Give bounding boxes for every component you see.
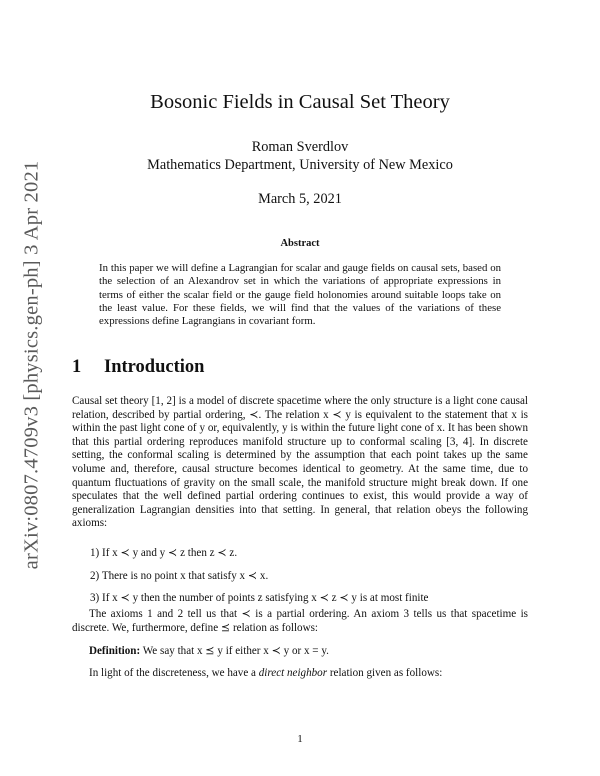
axiom-item: 2) There is no point x that satisfy x ≺ x. bbox=[90, 570, 269, 582]
abstract-heading: Abstract bbox=[280, 238, 320, 249]
definition bbox=[89, 644, 329, 657]
abstract-text: In this paper we will define a Lagrangian for scalar and gauge fields on causal sets, based on the selection of an Alexandrov set in which the variations of appropriate expressions in terms of either the scalar field or the gauge field holonomies around suitable loops take on the least value. For these fields, we will find that the values of the variations of these expressions define Lagrangians in covariant form. bbox=[99, 262, 501, 328]
section-heading bbox=[72, 357, 204, 378]
page-number: 1 bbox=[297, 733, 303, 745]
paragraph-3-tail: relation given as follows: bbox=[327, 667, 443, 679]
intro-paragraph-2: The axioms 1 and 2 tell us that ≺ is a partial ordering. An axiom 3 tells us that spacetime is discrete. We, furthermore, define ⪯ relation as follows: bbox=[72, 608, 528, 634]
definition-text: We say that x ⪯ y if either x ≺ y or x = y. bbox=[140, 645, 329, 657]
paper-title: Bosonic Fields in Causal Set Theory bbox=[150, 91, 450, 113]
axiom-item: 1) If x ≺ y and y ≺ z then z ≺ z. bbox=[90, 547, 238, 559]
axiom-item: 3) If x ≺ y then the number of points z satisfying x ≺ z ≺ y is at most finite bbox=[90, 592, 429, 604]
section-title: Introduction bbox=[104, 357, 205, 377]
author-affiliation: Mathematics Department, University of New Mexico bbox=[147, 157, 453, 173]
paragraph-3-lead: In light of the discreteness, we have a bbox=[89, 667, 259, 679]
direct-neighbor-term: direct neighbor bbox=[258, 667, 328, 679]
arxiv-identifier: arXiv:0807.4709v3 [physics.gen-ph] 3 Apr 2021 bbox=[20, 160, 43, 570]
section-number: 1 bbox=[72, 357, 82, 377]
author-name: Roman Sverdlov bbox=[251, 139, 349, 155]
intro-paragraph-1: Causal set theory [1, 2] is a model of discrete spacetime where the only structure is a light cone causal relation, described by partial ordering, ≺. The relation x ≺ y is equivalent to the statement that x is within the past light cone of y or, equivalently, y is within the future light cone of x. It has been shown that this partial ordering reproduces manifold structure up to conformal scaling [3, 4]. In discrete setting, the conformal scaling is determined by the assumption that each point takes up the same volume and, therefore, causal structure becomes identical to geometry. At the same time, due to quantum fluctuations of gravity on the small scale, the manifold structure might break down. If one speculates that the well defined partial ordering continues to exist, this would provide a way of generalization Lagrangian densities into that setting. In general, that relation obeys the following axioms: bbox=[72, 395, 528, 530]
definition-label: Definition: bbox=[89, 645, 141, 657]
intro-paragraph-3 bbox=[89, 667, 442, 679]
paper-date: March 5, 2021 bbox=[258, 191, 342, 207]
